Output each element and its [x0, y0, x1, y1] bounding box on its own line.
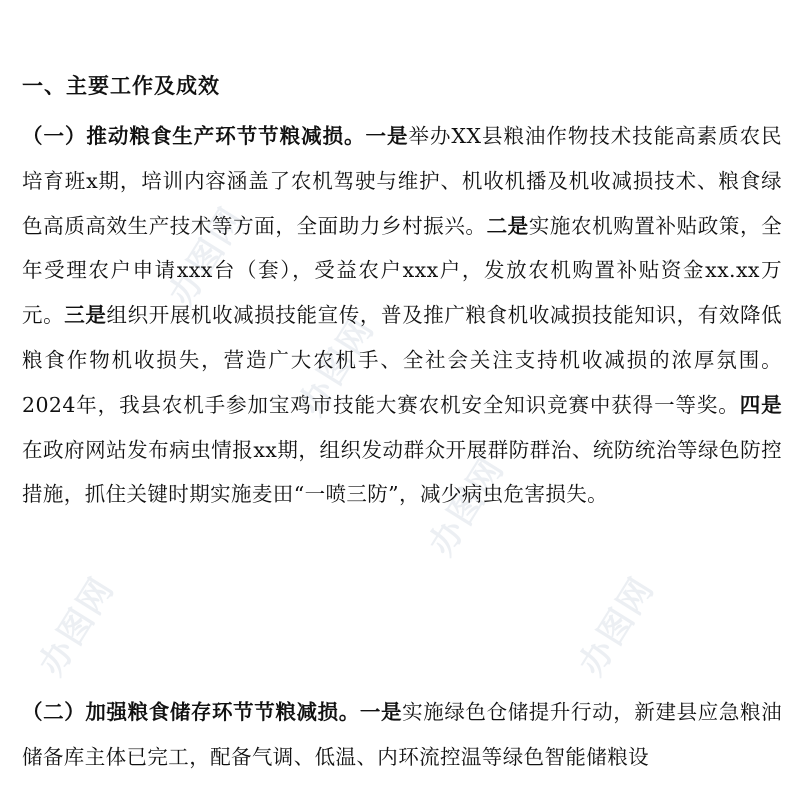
keyword-first: 一是 [359, 700, 403, 724]
keyword-fourth: 四是 [739, 392, 782, 417]
watermark: 办图网 [161, 199, 253, 313]
paragraph-grain-production [22, 114, 782, 517]
watermark: 办图网 [31, 569, 123, 683]
watermark: 办图网 [291, 309, 383, 423]
keyword-second: 二是 [486, 213, 529, 238]
keyword-third: 三是 [64, 303, 107, 328]
paragraph-text: 组织开展机收减损技能宣传，普及推广粮食机收减损技能知识，有效降低粮食作物机收损失，营造广大农机手、全社会关注支持机收减损的浓厚氛围。2024年，我县农机手参加宝鸡市技能大赛农机安全知识竞赛中获得一等奖。 [22, 303, 782, 417]
paragraph-grain-storage [22, 690, 782, 780]
paragraph-text: 在政府网站发布病虫情报xx期，组织发动群众开展群防群治、统防统治等绿色防控措施，抓住关键时期实施麦田“一喷三防”，减少病虫危害损失。 [22, 437, 782, 507]
paragraph-text: 实施农机购置补贴政策，全年受理农户申请xxx台（套），受益农户xxx户，发放农机购置补贴资金xx.xx万元。 [22, 213, 782, 328]
section-heading: 一、主要工作及成效 [22, 74, 220, 98]
paragraph-lead: （二）加强粮食储存环节节粮减损。 [22, 700, 360, 724]
paragraph-text: 实施绿色仓储提升行动，新建县应急粮油储备库主体已完工，配备气调、低温、内环流控温等绿色智能储粮设 [22, 700, 782, 769]
paragraph-text: 举办XX县粮油作物技术技能高素质农民培育班x期，培训内容涵盖了农机驾驶与维护、机收机播及机收减损技术、粮食绿色高质高效生产技术等方面，全面助力乡村振兴。 [22, 124, 782, 238]
watermark: 办图网 [571, 569, 663, 683]
paragraph-lead: （一）推动粮食生产环节节粮减损。 [22, 124, 366, 148]
watermark: 办图网 [421, 449, 513, 563]
keyword-first: 一是 [365, 124, 409, 148]
